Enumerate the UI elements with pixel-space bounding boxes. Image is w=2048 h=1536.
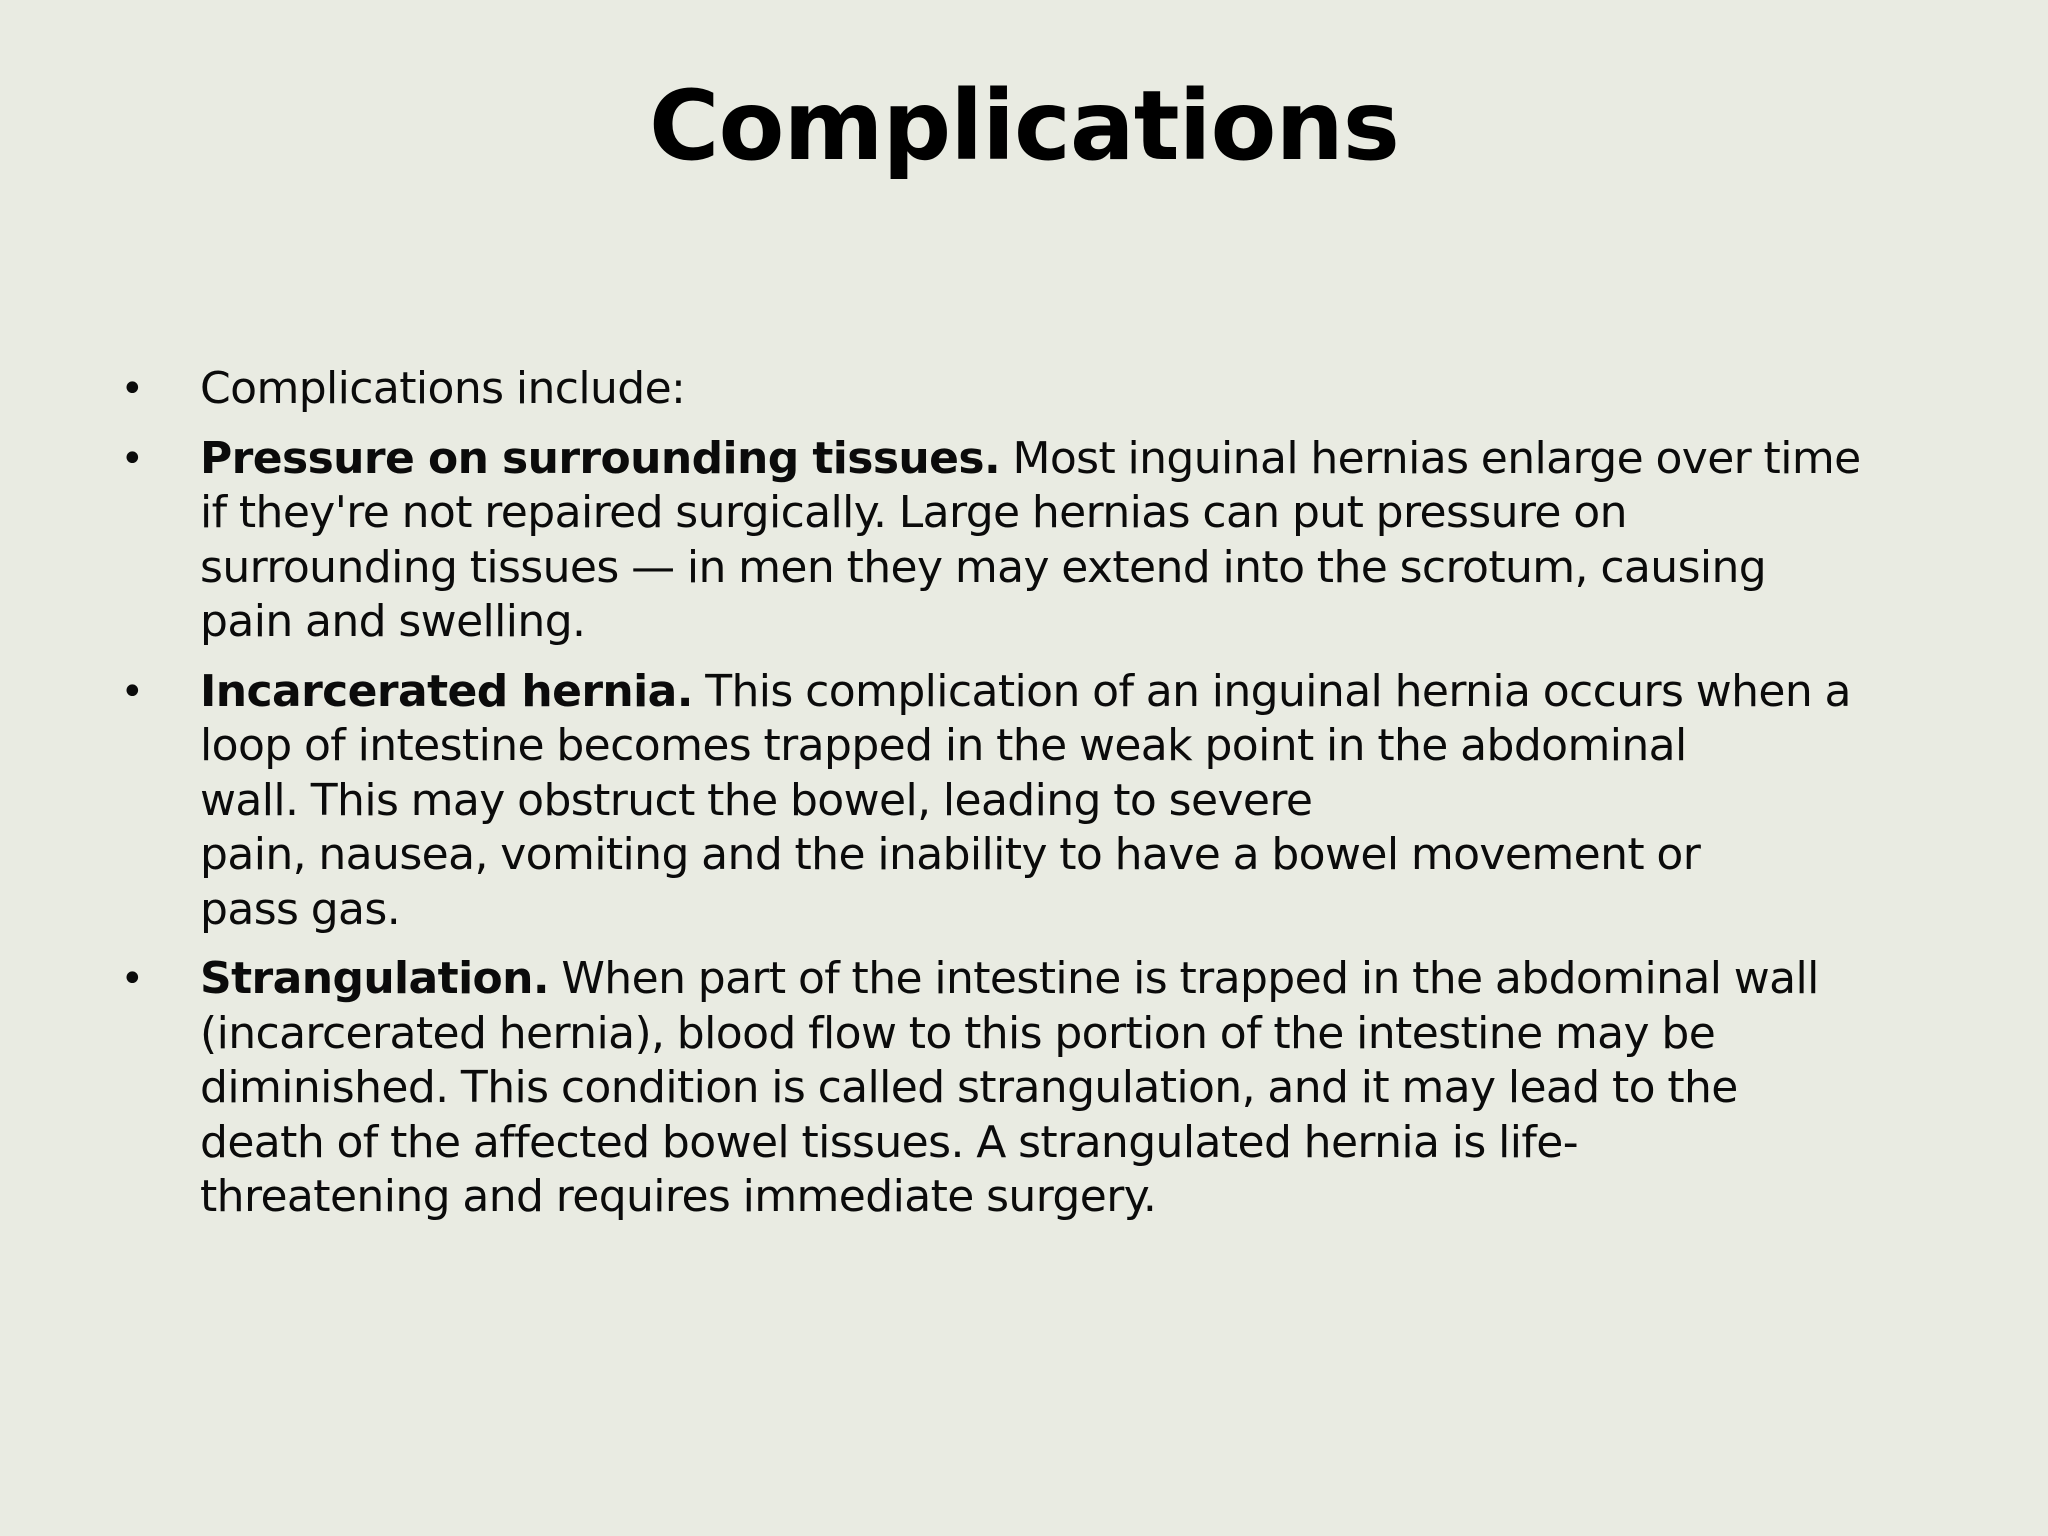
bullet-heading: Strangulation. bbox=[200, 953, 550, 1004]
bullet-text-line: diminished. This condition is called strangulation, and it may lead to the bbox=[200, 1062, 1738, 1113]
bullet-icon: • bbox=[120, 366, 144, 412]
bullet-text-line: wall. This may obstruct the bowel, leading to severe bbox=[200, 774, 1313, 826]
bullet-text-line: surrounding tissues — in men they may extend into the scrotum, causing bbox=[200, 541, 1767, 593]
bullet-list bbox=[120, 362, 1990, 1240]
bullet-item-pressure bbox=[120, 432, 1990, 650]
bullet-text-line: Complications include: bbox=[200, 363, 686, 414]
bullet-item-strangulation bbox=[120, 952, 1990, 1225]
bullet-heading: Incarcerated hernia. bbox=[200, 665, 693, 717]
bullet-text-line: death of the affected bowel tissues. A strangulated hernia is life- bbox=[200, 1116, 1579, 1168]
bullet-first-line bbox=[200, 432, 1990, 487]
bullet-icon: • bbox=[120, 435, 144, 482]
bullet-text: This complication of an inguinal hernia occurs when a bbox=[692, 665, 1851, 717]
bullet-text-line: if they're not repaired surgically. Large hernias can put pressure on bbox=[200, 487, 1627, 538]
bullet-text: Most inguinal hernias enlarge over time bbox=[1000, 432, 1861, 484]
bullet-icon: • bbox=[120, 668, 144, 715]
bullet-text-line: pain, nausea, vomiting and the inability to have a bowel movement or bbox=[200, 829, 1701, 880]
bullet-text: When part of the intestine is trapped in the abdominal wall bbox=[549, 953, 1819, 1004]
bullet-first-line bbox=[200, 665, 1990, 720]
bullet-first-line bbox=[200, 952, 1990, 1007]
bullet-icon: • bbox=[120, 956, 144, 1002]
bullet-text-line: pass gas. bbox=[200, 883, 401, 935]
bullet-text-line: pain and swelling. bbox=[200, 596, 586, 647]
bullet-item-intro bbox=[120, 362, 1990, 417]
slide-title: Complications bbox=[649, 70, 1399, 182]
bullet-text-line: (incarcerated hernia), blood flow to this portion of the intestine may be bbox=[200, 1007, 1716, 1059]
bullet-text-line: threatening and requires immediate surgery. bbox=[200, 1171, 1157, 1222]
bullet-heading: Pressure on surrounding tissues. bbox=[200, 432, 1001, 484]
bullet-item-incarcerated bbox=[120, 665, 1990, 938]
bullet-text-line: loop of intestine becomes trapped in the weak point in the abdominal bbox=[200, 720, 1687, 771]
